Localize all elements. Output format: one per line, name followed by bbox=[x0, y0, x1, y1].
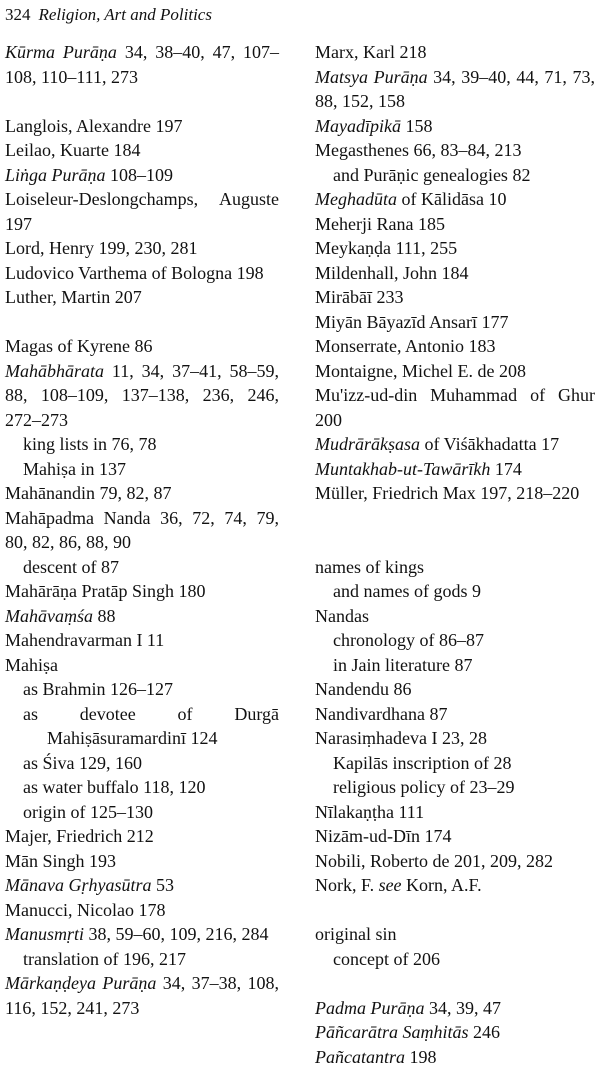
index-entry: Leilao, Kuarte 184 bbox=[5, 138, 279, 163]
index-entry: original sin bbox=[315, 922, 595, 947]
index-entry: Matsya Purāṇa 34, 39–40, 44, 71, 73, 88, 152, 158 bbox=[315, 65, 595, 114]
index-subentry: as Śiva 129, 160 bbox=[29, 751, 279, 776]
index-entry: Manusmṛti 38, 59–60, 109, 216, 284 bbox=[5, 922, 279, 947]
index-entry: Mahendravarman I 11 bbox=[5, 628, 279, 653]
index-entry: Müller, Friedrich Max 197, 218–220 bbox=[315, 481, 595, 506]
index-entry: Megasthenes 66, 83–84, 213 bbox=[315, 138, 595, 163]
running-title: Religion, Art and Politics bbox=[39, 5, 212, 24]
index-entry: Meghadūta of Kālidāsa 10 bbox=[315, 187, 595, 212]
index-column-right bbox=[315, 40, 595, 1069]
index-entry: Mahānandin 79, 82, 87 bbox=[5, 481, 279, 506]
index-entry: Nandivardhana 87 bbox=[315, 702, 595, 727]
index-entry: Meherji Rana 185 bbox=[315, 212, 595, 237]
index-subentry: translation of 196, 217 bbox=[29, 947, 279, 972]
index-subentry: chronology of 86–87 bbox=[339, 628, 595, 653]
index-entry: Manucci, Nicolao 178 bbox=[5, 898, 279, 923]
index-entry: Kūrma Purāṇa 34, 38–40, 47, 107–108, 110–111, 273 bbox=[5, 40, 279, 89]
index-entry: Loiseleur-Deslongchamps, Auguste 197 bbox=[5, 187, 279, 236]
index-entry: Mahāpadma Nanda 36, 72, 74, 79, 80, 82, 86, 88, 90 bbox=[5, 506, 279, 555]
index-entry: Nobili, Roberto de 201, 209, 282 bbox=[315, 849, 595, 874]
index-entry: Mu'izz-ud-din Muhammad of Ghur 200 bbox=[315, 383, 595, 432]
index-subentry: in Jain literature 87 bbox=[339, 653, 595, 678]
index-entry: Mān Singh 193 bbox=[5, 849, 279, 874]
index-entry: Miyān Bāyazīd Ansarī 177 bbox=[315, 310, 595, 335]
index-subentry: concept of 206 bbox=[339, 947, 595, 972]
index-subentry: origin of 125–130 bbox=[29, 800, 279, 825]
index-entry: Mahārāṇa Pratāp Singh 180 bbox=[5, 579, 279, 604]
index-entry: Mārkaṇḍeya Purāṇa 34, 37–38, 108, 116, 152, 241, 273 bbox=[5, 971, 279, 1020]
page-number: 324 bbox=[5, 5, 31, 24]
index-subentry: descent of 87 bbox=[29, 555, 279, 580]
index-entry: Muntakhab-ut-Tawārīkh 174 bbox=[315, 457, 595, 482]
index-entry: Majer, Friedrich 212 bbox=[5, 824, 279, 849]
index-entry: Mahāvaṃśa 88 bbox=[5, 604, 279, 629]
index-entry: Marx, Karl 218 bbox=[315, 40, 595, 65]
index-column-left bbox=[5, 40, 279, 1020]
index-entry: Mudrārākṣasa of Viśākhadatta 17 bbox=[315, 432, 595, 457]
index-entry: Nandas bbox=[315, 604, 595, 629]
index-entry: Narasiṃhadeva I 23, 28 bbox=[315, 726, 595, 751]
index-entry: Lord, Henry 199, 230, 281 bbox=[5, 236, 279, 261]
index-subentry: and names of gods 9 bbox=[339, 579, 595, 604]
index-entry: Mahiṣa bbox=[5, 653, 279, 678]
index-subentry: as water buffalo 118, 120 bbox=[29, 775, 279, 800]
index-subentry: Mahiṣa in 137 bbox=[29, 457, 279, 482]
index-subentry: as Brahmin 126–127 bbox=[29, 677, 279, 702]
index-entry: Mirābāī 233 bbox=[315, 285, 595, 310]
index-entry: Langlois, Alexandre 197 bbox=[5, 114, 279, 139]
index-entry: Mildenhall, John 184 bbox=[315, 261, 595, 286]
index-entry: Mayadīpikā 158 bbox=[315, 114, 595, 139]
index-entry: Nizām-ud-Dīn 174 bbox=[315, 824, 595, 849]
index-entry: Ludovico Varthema of Bologna 198 bbox=[5, 261, 279, 286]
index-entry: Mahābhārata 11, 34, 37–41, 58–59, 88, 108–109, 137–138, 236, 246, 272–273 bbox=[5, 359, 279, 433]
index-entry: Meykaṇḍa 111, 255 bbox=[315, 236, 595, 261]
index-entry: Pañcatantra 198 bbox=[315, 1045, 595, 1069]
index-subentry: as devotee of Durgā Mahiṣāsuramardinī 124 bbox=[29, 702, 279, 751]
index-entry: Mānava Gṛhyasūtra 53 bbox=[5, 873, 279, 898]
index-entry: Magas of Kyrene 86 bbox=[5, 334, 279, 359]
index-entry: Montaigne, Michel E. de 208 bbox=[315, 359, 595, 384]
index-entry: Padma Purāṇa 34, 39, 47 bbox=[315, 996, 595, 1021]
index-entry: Monserrate, Antonio 183 bbox=[315, 334, 595, 359]
index-entry: Luther, Martin 207 bbox=[5, 285, 279, 310]
index-subentry: and Purāṇic genealogies 82 bbox=[339, 163, 595, 188]
index-subentry: Kapilās inscription of 28 bbox=[339, 751, 595, 776]
index-entry: Nandendu 86 bbox=[315, 677, 595, 702]
index-subentry: king lists in 76, 78 bbox=[29, 432, 279, 457]
index-entry: Liṅga Purāṇa 108–109 bbox=[5, 163, 279, 188]
index-entry: Pāñcarātra Saṃhitās 246 bbox=[315, 1020, 595, 1045]
running-header bbox=[5, 4, 212, 26]
index-entry: Nork, F. see Korn, A.F. bbox=[315, 873, 595, 898]
index-entry: names of kings bbox=[315, 555, 595, 580]
index-subentry: religious policy of 23–29 bbox=[339, 775, 595, 800]
index-entry: Nīlakaṇṭha 111 bbox=[315, 800, 595, 825]
